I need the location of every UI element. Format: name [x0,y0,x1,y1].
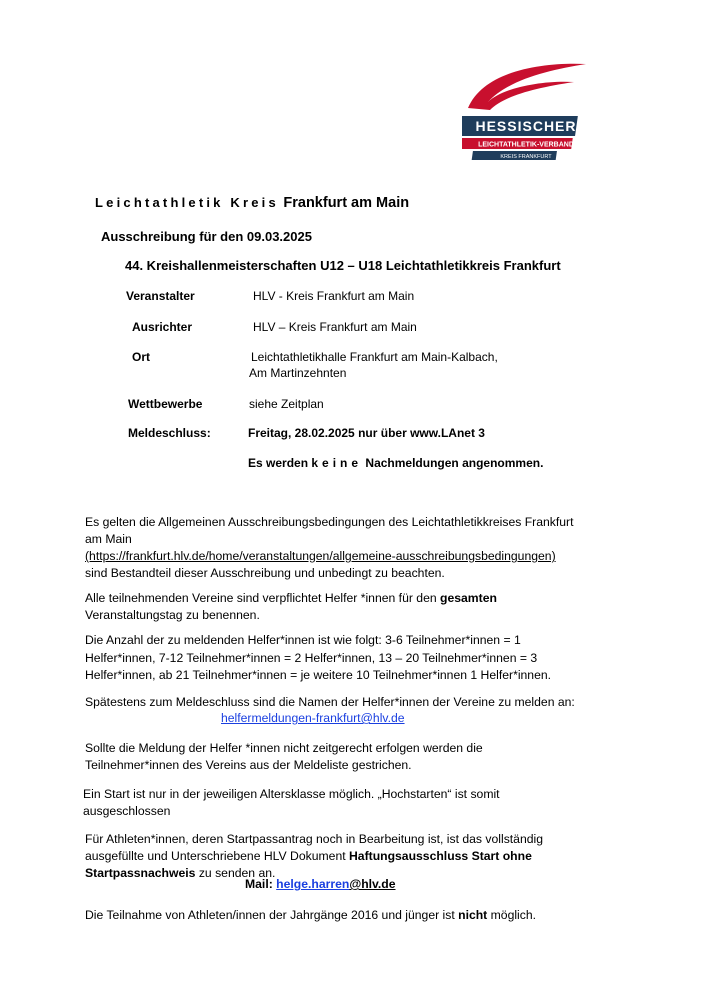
wettbewerbe-label: Wettbewerbe [128,397,203,411]
late-registration-line2: Teilnehmer*innen des Vereins aus der Meldeliste gestrichen. [85,758,412,772]
paragraph-startpass [85,831,645,882]
nachmeldung-note [248,456,543,470]
helper-deadline-line1: Spätestens zum Meldeschluss sind die Namen der Helfer*innen der Vereine zu melden an: [85,695,575,709]
conditions-link[interactable]: (https://frankfurt.hlv.de/home/veranstaltungen/allgemeine-ausschreibungsbedingungen) [85,549,556,563]
paragraph-age-class [83,786,643,820]
helper-count-line3: Helfer*innen, ab 21 Teilnehmer*innen = je weitere 10 Teilnehmer*innen 1 Helfer*innen. [85,668,552,682]
paragraph-helper-deadline [85,694,665,711]
startpass-line1: Für Athleten*innen, deren Startpassantrag noch in Bearbeitung ist, ist das vollständig [85,832,543,846]
nachmeldung-pre: Es werden [248,456,309,470]
logo-sub-text: LEICHTATHLETIK-VERBAND [478,141,574,149]
hlv-swoosh-logo-icon [462,58,590,168]
mail-domain[interactable]: @hlv.de [349,877,396,891]
paragraph-late-registration [85,740,645,774]
ausschreibung-date: Ausschreibung für den 09.03.2025 [101,229,312,244]
helpers-line1-text: Alle teilnehmenden Vereine sind verpflichtet Helfer *innen für den [85,591,437,605]
age-class-line1: Ein Start ist nur in der jeweiligen Altersklasse möglich. „Hochstarten“ ist somit [83,787,500,801]
startpass-line2 [85,848,645,865]
startpass-line2-text: ausgefüllte und Unterschriebene HLV Dokument [85,849,346,863]
logo-name-text: HESSISCHER [475,118,577,134]
veranstalter-value: HLV - Kreis Frankfurt am Main [253,289,415,303]
startpass-line2-bold: Haftungsausschluss Start ohne [349,849,532,863]
nachmeldung-post: Nachmeldungen angenommen. [365,456,544,470]
meldeschluss-value: Freitag, 28.02.2025 nur über www.LAnet 3 [248,426,485,440]
mail-link[interactable]: helge.harren [276,877,350,891]
ort-label: Ort [132,350,150,364]
kreis-heading-name: Frankfurt am Main [283,195,410,211]
paragraph-birth-years [85,907,645,924]
mail-contact [245,877,396,891]
kreis-heading [95,194,409,212]
ausrichter-label: Ausrichter [132,320,193,334]
helpers-bold-gesamten: gesamten [440,591,497,605]
late-registration-line1: Sollte die Meldung der Helfer *innen nicht zeitgerecht erfolgen werden die [85,741,483,755]
event-title: 44. Kreishallenmeisterschaften U12 – U18 Leichtathletikkreis Frankfurt [125,258,561,273]
birth-years-post: möglich. [490,908,537,922]
helper-count-line2: Helfer*innen, 7-12 Teilnehmer*innen = 2 Helfer*innen, 13 – 20 Teilnehmer*innen = 3 [85,650,538,665]
birth-years-bold-nicht: nicht [458,908,488,922]
kreis-heading-spaced: Leichtathletik Kreis [95,195,279,210]
age-class-line2: ausgeschlossen [83,804,171,818]
veranstalter-label: Veranstalter [126,289,195,303]
paragraph-helper-count [85,632,645,685]
helpers-line1 [85,590,645,607]
conditions-line2: am Main [85,532,132,546]
helpers-line2: Veranstaltungstag zu benennen. [85,608,260,622]
startpass-line3-text: zu senden an. [198,866,276,880]
helper-email-anchor[interactable]: helfermeldungen-frankfurt@hlv.de [221,711,405,725]
mail-address[interactable] [276,877,395,891]
conditions-line1: Es gelten die Allgemeinen Ausschreibungsbedingungen des Leichtathletikkreises Frankfurt [85,515,574,529]
ort-value-line2: Am Martinzehnten [249,366,347,380]
meldeschluss-label: Meldeschluss: [128,426,211,440]
nachmeldung-spaced: keine [311,456,363,470]
ort-value-line1: Leichtathletikhalle Frankfurt am Main-Kalbach, [251,350,498,364]
wettbewerbe-value: siehe Zeitplan [249,397,324,411]
conditions-line4: sind Bestandteil dieser Ausschreibung und unbedingt zu beachten. [85,566,445,580]
birth-years-text: Die Teilnahme von Athleten/innen der Jahrgänge 2016 und jünger ist [85,908,455,922]
logo-kreis-text: KREIS FRANKFURT [500,154,552,160]
mail-label: Mail: [245,877,273,891]
helper-email-link[interactable] [221,711,405,725]
paragraph-conditions [85,514,645,582]
paragraph-helpers [85,590,645,624]
ausrichter-value: HLV – Kreis Frankfurt am Main [253,320,417,334]
startpass-line3-bold: Startpassnachweis [85,866,196,880]
hlv-logo [462,58,590,168]
helper-count-line1: Die Anzahl der zu meldenden Helfer*innen ist wie folgt: 3-6 Teilnehmer*innen = 1 [85,633,521,647]
